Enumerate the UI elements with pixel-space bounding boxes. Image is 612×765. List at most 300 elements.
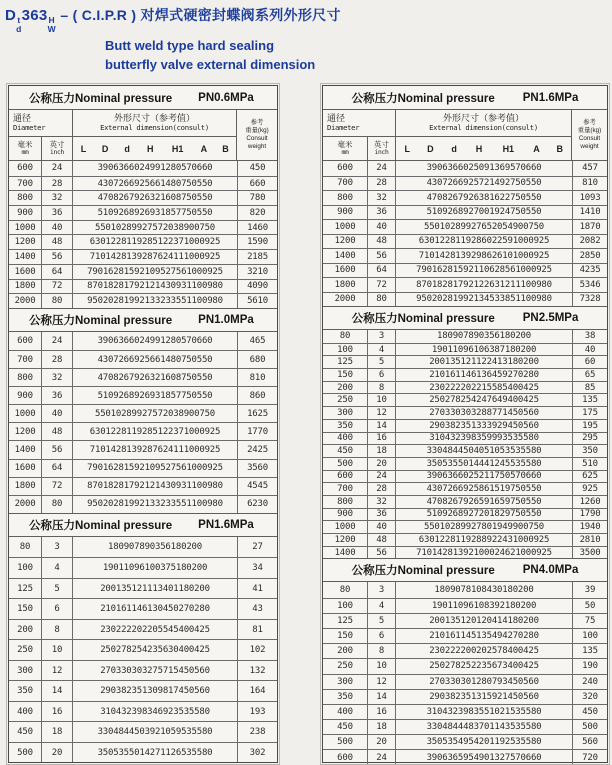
cell-dim: 925 bbox=[207, 463, 223, 474]
cell-inch: 20 bbox=[368, 735, 396, 749]
table-row bbox=[9, 619, 277, 640]
section-rows-pn06 bbox=[9, 161, 277, 308]
cell-dimensions bbox=[396, 420, 572, 432]
cell-dimensions bbox=[396, 750, 572, 764]
cell-dim: 1100 bbox=[515, 294, 537, 305]
cell-inch: 28 bbox=[368, 177, 396, 191]
cell-weight: 680 bbox=[237, 351, 277, 368]
cell-dim: 210 bbox=[100, 604, 116, 615]
cell-dim: 351 bbox=[131, 686, 148, 697]
cell-dim: 230 bbox=[429, 646, 445, 657]
cell-dim: 180 bbox=[178, 583, 195, 594]
cell-dim: 288 bbox=[476, 407, 492, 418]
cell-dim: 200 bbox=[517, 584, 534, 595]
diameter-header: 通径 Diameter bbox=[9, 110, 73, 136]
cell-dim: 692 bbox=[457, 484, 474, 495]
cell-dim: 161 bbox=[444, 369, 461, 380]
cell-dim: 1592 bbox=[123, 266, 145, 277]
cell-dim: 425 bbox=[194, 645, 210, 656]
cell-inch: 12 bbox=[368, 407, 396, 419]
table-row bbox=[323, 277, 607, 292]
cell-dim: 205 bbox=[147, 624, 163, 635]
cell-dim: 586 bbox=[473, 484, 490, 495]
cell-dim: 484 bbox=[442, 446, 458, 457]
cell-mm: 700 bbox=[9, 351, 42, 368]
table-row bbox=[323, 749, 607, 764]
cell-dim: 1992 bbox=[452, 294, 474, 305]
cell-dim: 1100 bbox=[186, 499, 208, 510]
cell-dim: 636 bbox=[442, 163, 458, 174]
cell-dim: 146 bbox=[131, 604, 148, 615]
cell-dim: 851 bbox=[147, 237, 163, 248]
cell-mm: 600 bbox=[323, 161, 368, 176]
cell-dimensions bbox=[73, 743, 237, 763]
cell-dim: 578 bbox=[491, 646, 508, 657]
cell-dim: 550 bbox=[525, 496, 542, 507]
cell-dim: 636 bbox=[113, 163, 129, 174]
table-row bbox=[323, 419, 607, 432]
cell-dim: 710 bbox=[416, 547, 432, 558]
cell-dim: 130 bbox=[147, 604, 163, 615]
table-row bbox=[9, 459, 277, 477]
cell-dim: 330 bbox=[444, 407, 461, 418]
cell-dim: 1628 bbox=[431, 265, 453, 276]
cell-inch: 28 bbox=[42, 177, 73, 191]
cell-dim: 926 bbox=[442, 207, 458, 218]
cell-mm: 125 bbox=[9, 579, 42, 599]
external-dimension-header: 外形尺寸（参考值） External dimension(consult) bbox=[73, 110, 237, 136]
cell-dim: 580 bbox=[525, 737, 542, 748]
cell-dim: 121 bbox=[460, 357, 477, 368]
cell-dim: 145 bbox=[460, 631, 477, 642]
cell-dim: 550 bbox=[525, 207, 542, 218]
cell-inch: 40 bbox=[42, 405, 73, 422]
cell-weight: 75 bbox=[572, 614, 607, 628]
cell-dimensions bbox=[73, 351, 237, 368]
table-row bbox=[323, 704, 607, 719]
cell-dim: 1000 bbox=[183, 426, 205, 437]
cell-dim: 135 bbox=[444, 615, 461, 626]
table-row bbox=[323, 689, 607, 704]
pressure-section-title: 公称压力Nominal pressure PN4.0MPa bbox=[323, 558, 607, 582]
cell-dim: 290 bbox=[100, 686, 116, 697]
cell-dimensions bbox=[396, 369, 572, 381]
cell-dim: 420 bbox=[473, 737, 490, 748]
cell-inch: 3 bbox=[42, 537, 73, 558]
cell-dim: 550 bbox=[423, 221, 440, 232]
cell-dim: 448 bbox=[457, 722, 474, 733]
cell-dim: 400 bbox=[507, 395, 524, 406]
cell-dim: 1192 bbox=[126, 426, 148, 437]
cell-weight: 5346 bbox=[572, 278, 607, 292]
cell-inch: 20 bbox=[368, 458, 396, 470]
cell-dim: 602 bbox=[457, 471, 474, 482]
cell-dim: 580 bbox=[525, 458, 542, 469]
cell-dimensions bbox=[396, 675, 572, 689]
cell-dim: 392 bbox=[144, 727, 161, 738]
cell-dim: 1228 bbox=[434, 534, 456, 545]
cell-dimensions bbox=[396, 614, 572, 628]
cell-dim: 1000 bbox=[186, 266, 208, 277]
cell-weight: 41 bbox=[237, 579, 277, 599]
cell-dim: 630 bbox=[418, 534, 435, 545]
cell-mm: 1200 bbox=[9, 235, 42, 249]
cell-dim: 230 bbox=[100, 624, 116, 635]
cell-dim: 78 bbox=[134, 542, 145, 553]
cell-mm: 1600 bbox=[323, 264, 368, 278]
cell-mm: 250 bbox=[9, 640, 42, 660]
cell-inch: 56 bbox=[368, 249, 396, 263]
cell-dim: 1028 bbox=[110, 222, 132, 233]
table-row bbox=[9, 660, 277, 681]
cell-dim: 595 bbox=[457, 752, 474, 763]
cell-dim: 430 bbox=[486, 584, 503, 595]
cell-dim: 630 bbox=[89, 237, 106, 248]
cell-dim: 351 bbox=[460, 691, 477, 702]
cell-dim: 636 bbox=[113, 335, 129, 346]
cell-mm: 350 bbox=[323, 420, 368, 432]
cell-inch: 4 bbox=[42, 558, 73, 578]
cell-dim: 560 bbox=[523, 407, 539, 418]
cell-dim: 535 bbox=[510, 737, 526, 748]
cell-dim: 250 bbox=[429, 395, 445, 406]
cell-dim: 180 bbox=[504, 600, 521, 611]
cell-dim: 3121 bbox=[494, 279, 516, 290]
cell-dim: 900 bbox=[512, 221, 529, 232]
cell-mm: 150 bbox=[323, 369, 368, 381]
cell-dim: 161 bbox=[115, 604, 132, 615]
cell-weight: 810 bbox=[237, 369, 277, 386]
cell-dim: 1192 bbox=[455, 236, 477, 247]
cell-dim: 602 bbox=[128, 335, 145, 346]
cell-mm: 2000 bbox=[9, 496, 42, 513]
table-row bbox=[9, 639, 277, 660]
cell-inch: 8 bbox=[368, 644, 396, 658]
cell-mm: 900 bbox=[9, 387, 42, 404]
section-rows-pn16-large bbox=[323, 161, 607, 306]
cell-dim: 200 bbox=[429, 615, 445, 626]
cell-dim: 202 bbox=[131, 624, 148, 635]
cell-weight: 2810 bbox=[572, 534, 607, 546]
cell-mm: 600 bbox=[9, 161, 42, 176]
cell-dim: 180 bbox=[170, 542, 187, 553]
cell-dim: 2462 bbox=[494, 547, 516, 558]
cell-mm: 2000 bbox=[9, 294, 42, 308]
cell-dim: 1332 bbox=[144, 499, 166, 510]
cell-dim: 1428 bbox=[431, 547, 453, 558]
cell-dim: 222 bbox=[444, 382, 461, 393]
cell-dim: 1000 bbox=[515, 547, 537, 558]
cell-dim: 432 bbox=[444, 433, 461, 444]
cell-mm: 125 bbox=[323, 356, 368, 368]
cell-dimensions bbox=[73, 221, 237, 235]
cell-dim: 980 bbox=[207, 499, 223, 510]
cell-dim: 190 bbox=[102, 563, 119, 574]
cell-dim: 870 bbox=[416, 279, 432, 290]
cell-dim: 550 bbox=[196, 372, 213, 383]
table-row bbox=[323, 719, 607, 734]
pressure-section-title: 公称压力Nominal pressure PN1.6MPa bbox=[323, 86, 607, 110]
cell-mm: 1400 bbox=[9, 250, 42, 264]
cell-dim: 280 bbox=[476, 676, 492, 687]
cell-dim: 925 bbox=[204, 251, 221, 262]
dimension-table-right bbox=[322, 85, 608, 763]
cell-dim: 309 bbox=[147, 686, 163, 697]
cell-dim: 1000 bbox=[183, 237, 205, 248]
cell-dim: 110 bbox=[447, 600, 464, 611]
cell-dim: 2038 bbox=[162, 408, 184, 419]
table-row bbox=[323, 598, 607, 613]
cell-dim: 550 bbox=[525, 178, 542, 189]
cell-mm: 500 bbox=[9, 743, 42, 763]
table-row bbox=[9, 249, 277, 264]
cell-dim: 333 bbox=[476, 420, 492, 431]
cell-dim: 350 bbox=[97, 747, 114, 758]
cell-dim: 1228 bbox=[434, 236, 456, 247]
cell-dim: 210 bbox=[429, 631, 445, 642]
table-row bbox=[9, 368, 277, 386]
cell-dim: 2028 bbox=[431, 294, 453, 305]
cell-dimensions bbox=[396, 534, 572, 546]
cell-dim: 780 bbox=[476, 522, 492, 533]
cell-dim: 1021 bbox=[489, 706, 511, 717]
page-title bbox=[5, 5, 341, 75]
cell-dim: 180 bbox=[504, 344, 521, 355]
cell-dim: 252 bbox=[460, 661, 477, 672]
cell-dim: 2756 bbox=[165, 463, 187, 474]
cell-dim: 1143 bbox=[489, 722, 511, 733]
cell-dim: 495 bbox=[457, 737, 474, 748]
cell-dim: 450 bbox=[507, 407, 524, 418]
cell-dim: 200 bbox=[194, 583, 210, 594]
cell-dimensions bbox=[396, 629, 572, 643]
cell-dim: 580 bbox=[196, 747, 213, 758]
cell-dim: 235 bbox=[476, 661, 492, 672]
cell-dim: 161 bbox=[444, 631, 461, 642]
cell-dim: 290 bbox=[429, 691, 445, 702]
cell-dim: 180 bbox=[499, 331, 516, 342]
cell-dim: 390 bbox=[426, 471, 443, 482]
cell-inch: 36 bbox=[368, 509, 396, 521]
cell-inch: 80 bbox=[42, 294, 73, 308]
cell-dim: 1214 bbox=[144, 281, 166, 292]
table-row bbox=[323, 161, 607, 176]
cell-dim: 1000 bbox=[512, 250, 534, 261]
cell-dim: 535 bbox=[507, 433, 524, 444]
cell-mm: 1000 bbox=[9, 221, 42, 235]
cell-dim: 560 bbox=[523, 691, 539, 702]
cell-dim: 470 bbox=[97, 372, 114, 383]
cell-dimensions bbox=[396, 161, 572, 176]
table-row bbox=[9, 332, 277, 350]
cell-dim: 1192 bbox=[489, 737, 511, 748]
cell-dim: 817 bbox=[162, 686, 179, 697]
cell-dim: 870 bbox=[87, 481, 103, 492]
cell-mm: 100 bbox=[323, 599, 368, 613]
cell-dim: 510 bbox=[426, 509, 443, 520]
cell-weight: 60 bbox=[572, 356, 607, 368]
cell-dim: 235 bbox=[147, 645, 163, 656]
cell-dim: 1000 bbox=[512, 534, 534, 545]
cell-dim: 432 bbox=[442, 706, 458, 717]
cell-dim: 1659 bbox=[489, 496, 511, 507]
cell-dim: 398 bbox=[131, 706, 148, 717]
table-row bbox=[9, 578, 277, 599]
cell-dim: 630 bbox=[89, 426, 106, 437]
cell-dim: 430 bbox=[426, 178, 443, 189]
cell-dim: 310 bbox=[429, 433, 445, 444]
cell-mm: 80 bbox=[323, 582, 368, 597]
cell-weight: 1625 bbox=[237, 405, 277, 422]
cell-dim: 535 bbox=[181, 727, 197, 738]
cell-dim: 398 bbox=[457, 706, 474, 717]
cell-dim: 792 bbox=[457, 496, 474, 507]
cell-dim: 535 bbox=[178, 706, 195, 717]
cell-dimensions bbox=[396, 735, 572, 749]
cell-weight: 302 bbox=[237, 743, 277, 763]
cell-inch: 10 bbox=[368, 659, 396, 673]
cell-dim: 3093 bbox=[165, 481, 187, 492]
cell-dim: 638 bbox=[473, 192, 490, 203]
cell-dim: 585 bbox=[491, 382, 508, 393]
cell-dimensions bbox=[73, 280, 237, 294]
cell-dim: 925 bbox=[204, 237, 221, 248]
cell-dimensions bbox=[396, 293, 572, 307]
cell-weight: 175 bbox=[572, 407, 607, 419]
cell-dim: 1332 bbox=[144, 296, 166, 307]
cell-weight: 43 bbox=[237, 599, 277, 619]
table-row bbox=[9, 422, 277, 440]
table-row bbox=[323, 643, 607, 658]
cell-dim: 757 bbox=[147, 222, 163, 233]
cell-dim: 992 bbox=[131, 408, 148, 419]
cell-dimensions bbox=[396, 690, 572, 704]
cell-dim: 270 bbox=[100, 665, 116, 676]
cell-dim: 510 bbox=[426, 207, 443, 218]
cell-dim: 278 bbox=[115, 645, 132, 656]
table-row bbox=[323, 393, 607, 406]
cell-dim: 180 bbox=[108, 542, 124, 553]
cell-dimensions bbox=[73, 702, 237, 722]
table-row bbox=[9, 537, 277, 558]
cell-dimensions bbox=[396, 249, 572, 263]
cell-dim: 270 bbox=[429, 407, 445, 418]
table-column-header bbox=[323, 110, 607, 161]
cell-inch: 56 bbox=[42, 250, 73, 264]
cell-inch: 14 bbox=[368, 690, 396, 704]
cell-dim: 550 bbox=[94, 408, 111, 419]
cell-inch: 36 bbox=[368, 206, 396, 220]
cell-dimensions bbox=[73, 161, 237, 176]
cell-dimensions bbox=[396, 220, 572, 234]
cell-weight: 500 bbox=[572, 720, 607, 734]
cell-dim: 1245 bbox=[489, 458, 511, 469]
cell-mm: 450 bbox=[323, 445, 368, 457]
mm-header: 毫米 mm bbox=[9, 136, 42, 160]
cell-dim: 693 bbox=[144, 390, 161, 401]
cell-dim: 1792 bbox=[452, 279, 474, 290]
cell-dim: 120 bbox=[460, 615, 477, 626]
table-row bbox=[323, 381, 607, 394]
cell-dim: 110 bbox=[118, 563, 135, 574]
cell-weight: 81 bbox=[237, 620, 277, 640]
cell-inch: 36 bbox=[42, 206, 73, 220]
cell-dim: 550 bbox=[196, 193, 213, 204]
table-row bbox=[323, 330, 607, 343]
cell-dim: 230 bbox=[429, 382, 445, 393]
table-row bbox=[323, 248, 607, 263]
cell-dim: 359 bbox=[476, 433, 492, 444]
cell-dim: 1392 bbox=[455, 250, 477, 261]
cell-dim: 535 bbox=[181, 747, 197, 758]
cell-dim: 1345 bbox=[473, 294, 495, 305]
cell-inch: 20 bbox=[42, 743, 73, 763]
cell-dim: 444 bbox=[473, 458, 490, 469]
cell-dim: 1992 bbox=[123, 499, 145, 510]
cell-dimensions bbox=[396, 720, 572, 734]
cell-mm: 1000 bbox=[9, 405, 42, 422]
cell-dim: 450 bbox=[178, 686, 195, 697]
cell-inch: 3 bbox=[368, 582, 396, 597]
table-row bbox=[323, 582, 607, 597]
cell-dim: 560 bbox=[194, 686, 210, 697]
cell-weight: 625 bbox=[572, 471, 607, 483]
cell-mm: 1200 bbox=[323, 534, 368, 546]
cell-dim: 400 bbox=[507, 661, 524, 672]
cell-dim: 222 bbox=[444, 646, 461, 657]
section-rows-pn25 bbox=[323, 330, 607, 558]
cell-dim: 1280 bbox=[160, 163, 182, 174]
cell-dim: 1059 bbox=[160, 727, 182, 738]
cell-dim: 1100 bbox=[186, 481, 208, 492]
cell-dim: 570 bbox=[510, 163, 526, 174]
cell-dim: 980 bbox=[536, 279, 552, 290]
cell-dim: 892 bbox=[457, 207, 474, 218]
consult-weight-header: 参考 重量(kg) Consult weight bbox=[245, 119, 269, 150]
cell-weight: 450 bbox=[237, 161, 277, 176]
cell-inch: 4 bbox=[368, 599, 396, 613]
cell-dim: 2610 bbox=[491, 250, 513, 261]
cell-dim: 270 bbox=[507, 631, 524, 642]
cell-dim: 280 bbox=[523, 369, 539, 380]
cell-mm: 200 bbox=[9, 620, 42, 640]
cell-dim: 826 bbox=[113, 193, 129, 204]
cell-dim: 108 bbox=[473, 600, 490, 611]
cell-dimensions bbox=[396, 705, 572, 719]
cell-dim: 1829 bbox=[489, 509, 511, 520]
cell-inch: 18 bbox=[368, 445, 396, 457]
cell-dim: 826 bbox=[113, 372, 129, 383]
table-row bbox=[9, 176, 277, 191]
cell-dim: 1028 bbox=[439, 522, 461, 533]
cell-dim: 490 bbox=[473, 752, 490, 763]
cell-inch: 12 bbox=[42, 661, 73, 681]
cell-weight: 135 bbox=[572, 644, 607, 658]
pressure-section-title: 公称压力Nominal pressure PN1.0MPa bbox=[9, 308, 277, 332]
cell-mm: 1000 bbox=[323, 220, 368, 234]
cell-dim: 400 bbox=[178, 645, 195, 656]
cell-dim: 78 bbox=[460, 584, 471, 595]
table-row bbox=[9, 721, 277, 742]
cell-dim: 545 bbox=[162, 624, 179, 635]
cell-dim: 330 bbox=[115, 665, 132, 676]
cell-dim: 986 bbox=[476, 250, 492, 261]
cell-dim: 750 bbox=[510, 192, 526, 203]
table-row bbox=[323, 432, 607, 445]
cell-mm: 800 bbox=[323, 191, 368, 205]
cell-dim: 382 bbox=[115, 686, 132, 697]
cell-dim: 720 bbox=[473, 509, 490, 520]
